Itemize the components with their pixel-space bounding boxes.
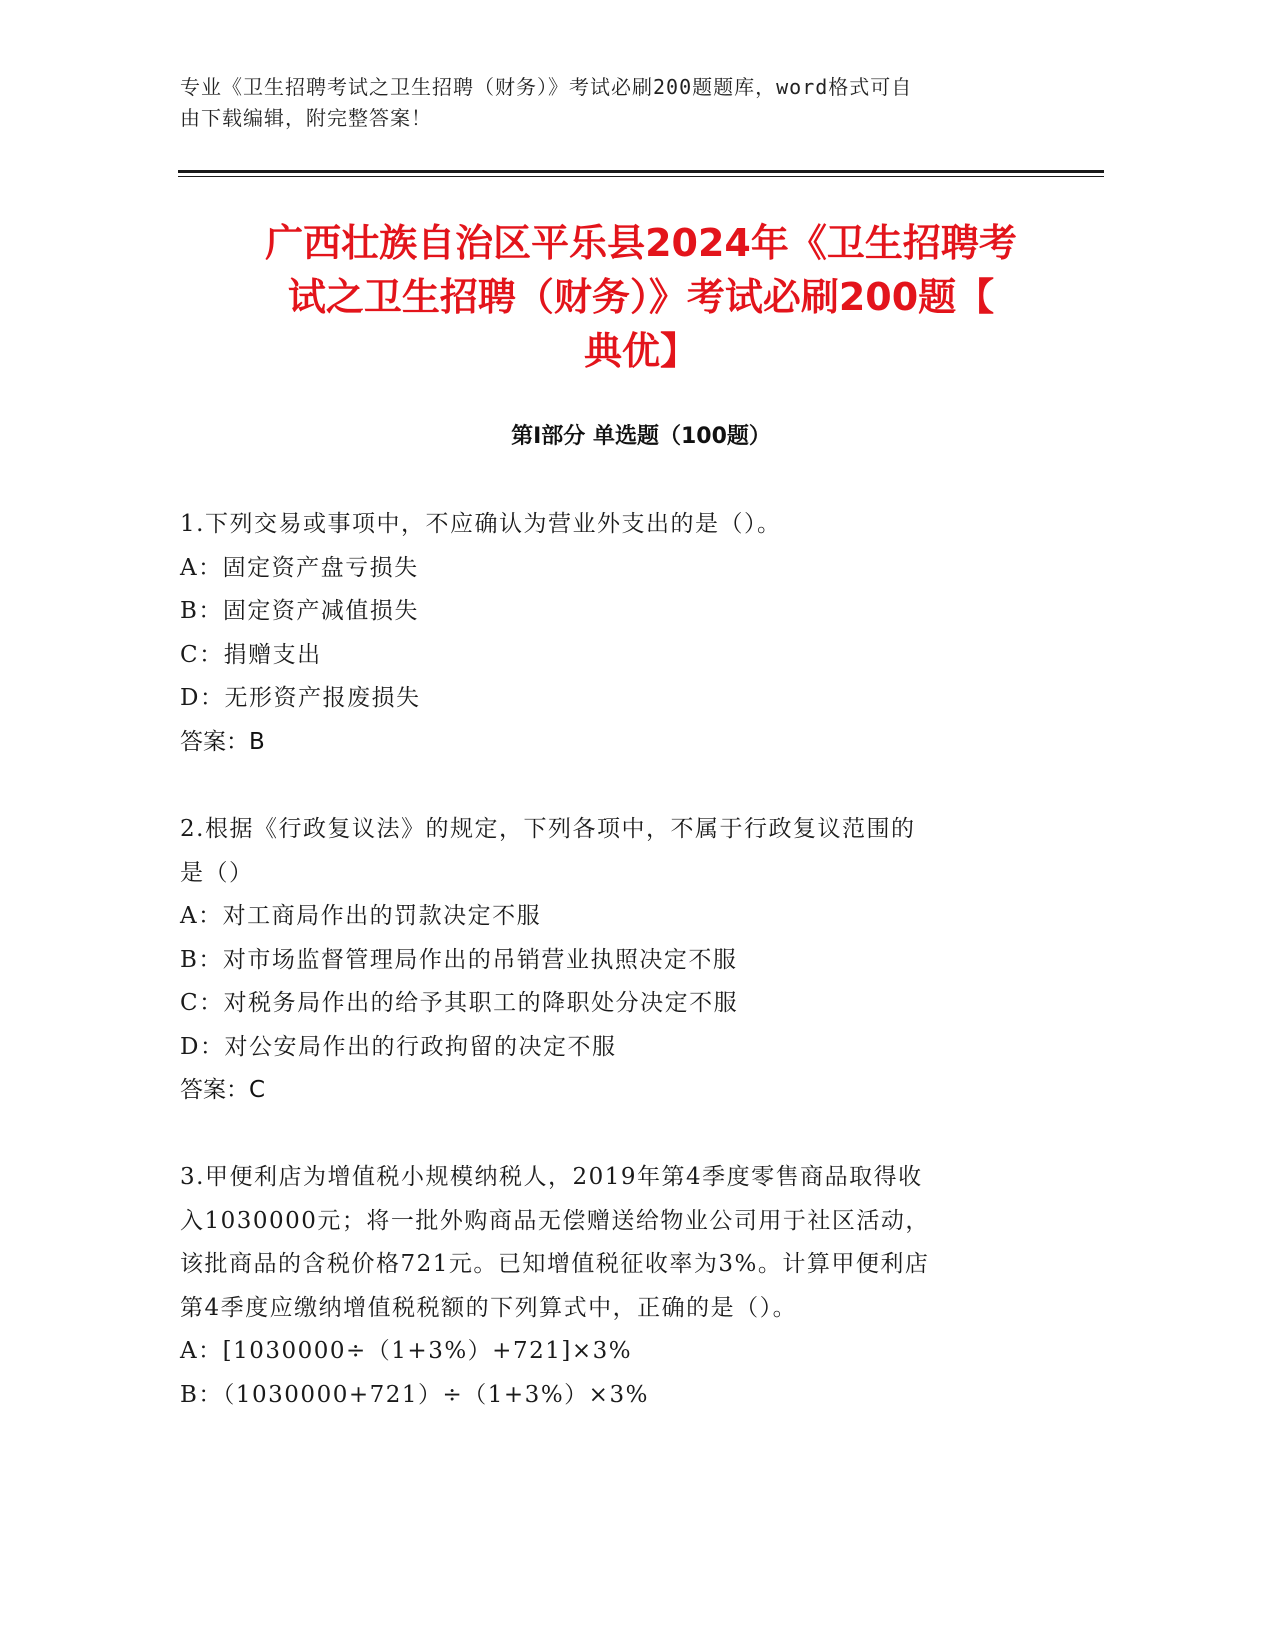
option-d: D：无形资产报废损失 (180, 685, 421, 711)
question-stem-line: 是（） (180, 859, 254, 886)
option-a: A：[1030000÷（1+3%）+721]×3% (180, 1338, 633, 1364)
header-note (180, 72, 1030, 134)
option-b: B：（1030000+721）÷（1+3%）×3% (180, 1381, 649, 1408)
answer: 答案：B (180, 728, 265, 755)
option-b: B：对市场监督管理局作出的吊销营业执照决定不服 (180, 946, 738, 973)
document-title-line-1: 广西壮族自治区平乐县2024年《卫生招聘考 (265, 221, 1017, 265)
document-title-line-2: 试之卫生招聘（财务）》考试必刷200题【 (287, 275, 995, 319)
document-title-line-3: 典优】 (583, 329, 698, 373)
question-stem-line: 2.根据《行政复议法》的规定，下列各项中，不属于行政复议范围的 (180, 816, 916, 842)
answer: 答案：C (180, 1077, 266, 1103)
section-title: 第Ⅰ部分 单选题（100题） (511, 424, 771, 449)
header-rule-thin (178, 176, 1104, 177)
header-rule-thick (178, 170, 1104, 173)
question-stem-line: 1.下列交易或事项中，不应确认为营业外支出的是（）。 (180, 511, 782, 537)
question-3 (180, 1156, 1030, 1417)
header-note-line-1: 专业《卫生招聘考试之卫生招聘（财务）》考试必刷200题题库，word格式可自 (180, 75, 913, 99)
option-d: D：对公安局作出的行政拘留的决定不服 (180, 1033, 617, 1060)
option-a: A：对工商局作出的罚款决定不服 (180, 903, 542, 929)
document-title (178, 216, 1104, 378)
option-c: C：对税务局作出的给予其职工的降职处分决定不服 (180, 990, 739, 1016)
header-note-line-2: 由下载编辑，附完整答案！ (180, 106, 432, 130)
question-2 (180, 808, 1030, 1113)
question-stem-line: 该批商品的含税价格721元。已知增值税征收率为3%。计算甲便利店 (180, 1251, 930, 1277)
question-1 (180, 503, 1030, 764)
option-c: C：捐赠支出 (180, 641, 322, 668)
question-stem-line: 3.甲便利店为增值税小规模纳税人，2019年第4季度零售商品取得收 (180, 1164, 923, 1190)
option-b: B：固定资产减值损失 (180, 598, 419, 624)
question-stem-line: 第4季度应缴纳增值税税额的下列算式中，正确的是（）。 (180, 1294, 798, 1321)
option-a: A：固定资产盘亏损失 (180, 554, 419, 581)
question-stem-line: 入1030000元；将一批外购商品无偿赠送给物业公司用于社区活动， (180, 1207, 930, 1234)
